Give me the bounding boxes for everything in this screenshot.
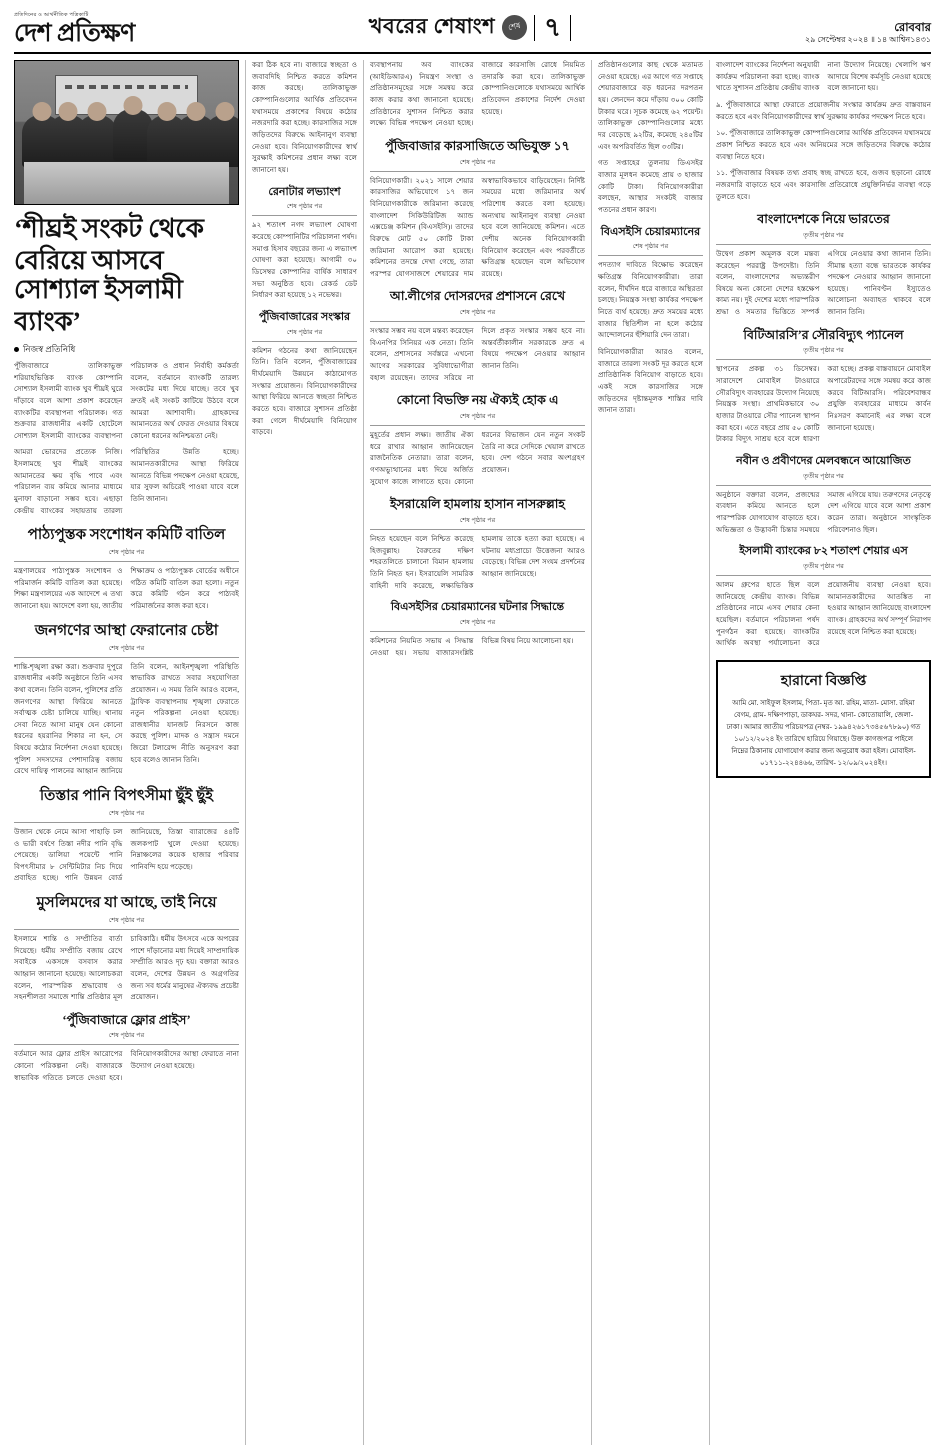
lead-headline-line2: সোশ্যাল ইসলামী ব্যাংক’: [14, 275, 183, 337]
photo-person: [205, 115, 239, 167]
article-heading-generation: নবীন ও প্রবীণদের মেলবন্ধনে আয়োজিত: [736, 455, 911, 467]
classified-title: হারানো বিজ্ঞপ্তি: [780, 674, 867, 690]
section-header: [369, 10, 571, 46]
article-body-market-reform: কমিশন গঠনের কথা জানিয়েছেন তিনি। তিনি বলেন, পুঁজিবাজারের দীর্ঘমেয়াদি উন্নয়নে কাঠামোগত সংস্কার প্রয়োজন। বিনিয়োগকারীদের আস্থা ফিরিয়ে আনতে স্বচ্ছতা নিশ্চিত করতে হবে। বাজারে সুশাসন প্রতিষ্ঠা করা গেলে দীর্ঘমেয়াদি বিনিয়োগ বাড়বে।: [252, 346, 357, 437]
article-heading-market-reform: পুঁজিবাজারের সংস্কার: [258, 310, 351, 323]
numbered-point-10: ১০. পুঁজিবাজারে তালিকাভুক্ত কোম্পানিগুলোর আর্থিক প্রতিবেদন যথাসময়ে প্রকাশ নিশ্চিত করতে হবে এবং অনিয়মের সঙ্গে জড়িতদের বিরুদ্ধে কঠোর ব্যবস্থা নিতে হবে।: [716, 129, 931, 161]
article-heading-teesta: তিস্তার পানি বিপৎসীমা ছুঁই ছুঁই: [39, 788, 214, 805]
article-heading-unity: কোনো বিভক্তি নয় ঐক্যই হোক এ: [396, 393, 559, 408]
lead-paragraph-1: পুঁজিবাজারে তালিকাভুক্ত শরিয়াহভিত্তিক ব্যাংক কোম্পানি সোশ্যাল ইসলামী ব্যাংক খুব শীঘ্রই ঘুরে দাঁড়াবে বলে আশা প্রকাশ করেছেন ব্যাংকটির ব্যবস্থাপনা পরিচালক। গত শুক্রবার রাজধানীর একটি হোটেলে সোশ্যাল ইসলামী ব্যাংকের ব্যবস্থাপনা পরিচালক ও প্রধান নির্বাহী কর্মকর্তা বলেন, বর্তমানে ব্যাংকটি তারল্য সংকটের মধ্য দিয়ে যাচ্ছে। তবে খুব দ্রুতই এই সংকট কাটিয়ে উঠবে বলে আমরা আশাবাদী। গ্রাহকদের আমানতের অর্থ ফেরত দেওয়ার বিষয়ে কোনো ধরনের অনিশ্চয়তা নেই।: [14, 361, 239, 440]
continuation-note: শেষ পৃষ্ঠার পর: [598, 241, 703, 256]
date-label: ২৯ সেপ্টেম্বর ২০২৪ ॥ ১৪ আশ্বিন১৪৩১: [805, 35, 931, 44]
classified-ad: [716, 660, 931, 778]
article-heading-islami-bank: ইসলামী ব্যাংকের ৮২ শতাংশ শেয়ার এস: [739, 545, 908, 558]
seal-icon: শেষ: [500, 13, 530, 43]
article-body-manipulation: বিনিয়োগকারী। ২০২১ সালে শেয়ার কারসাজির অভিযোগে ১৭ জন বিনিয়োগকারীকে জরিমানা করেছে বাংলাদেশ সিকিউরিটিজ অ্যান্ড এক্সচেঞ্জ কমিশন (বিএসইসি)। তাদের বিরুদ্ধে মোট ৫০ কোটি টাকা জরিমানা আরোপ করা হয়েছে। কমিশনের তদন্তে দেখা গেছে, তারা পরস্পর যোগসাজশে শেয়ারের দাম অস্বাভাবিকভাবে বাড়িয়েছেন। নির্দিষ্ট সময়ের মধ্যে জরিমানার অর্থ পরিশোধ করতে বলা হয়েছে। অন্যথায় আইনানুগ ব্যবস্থা নেওয়া হবে বলে জানিয়েছে কমিশন। এতে দেশীয় অনেক বিনিয়োগকারী বিনিয়োগ করেছেন এবং পরবর্তীতে ক্ষতিগ্রস্ত হয়েছেন বলে অভিযোগ রয়েছে।: [370, 176, 585, 278]
article-heading-muslim: মুসলিমদের যা আছে, তাই নিয়ে: [36, 895, 217, 912]
continuation-note: শেষ পৃষ্ঠার পর: [14, 915, 239, 930]
article-body-bsec-decision: কমিশনের নিয়মিত সভায় এ সিদ্ধান্ত নেওয়া হয়। সভায় বাজারসংশ্লিষ্ট বিভিন্ন বিষয় নিয়ে আলোচনা হয়।: [370, 636, 574, 657]
article-heading-nasrallah: ইসরায়েলি হামলায় হাসান নাসরুল্লাহ: [390, 497, 565, 512]
lead-photo: [14, 60, 239, 205]
date-block: [805, 21, 931, 46]
article-body-trust: শান্তি-শৃঙ্খলা রক্ষা করা। শুক্রবার দুপুরে রাজধানীর একটি অনুষ্ঠানে তিনি এসব কথা বলেন। তিনি বলেন, পুলিশের প্রতি জনগণের আস্থা ফিরিয়ে আনতে সর্বাত্মক চেষ্টা চালিয়ে যাচ্ছি। থানায় সেবা নিতে আসা মানুষ যেন কোনো ধরনের হয়রানির শিকার না হন, সে বিষয়ে কঠোর নির্দেশনা দেওয়া হয়েছে। পুলিশ সদস্যদের পেশাদারিত্ব বজায় রেখে দায়িত্ব পালনের আহ্বান জানিয়ে তিনি বলেন, আইনশৃঙ্খলা পরিস্থিতি স্বাভাবিক রাখতে সবার সহযোগিতা প্রয়োজন। এ সময় তিনি আরও বলেন, ট্রাফিক ব্যবস্থাপনায় শৃঙ্খলা ফেরাতে নতুন পরিকল্পনা নেওয়া হয়েছে। রাজধানীর যানজট নিরসনে কাজ করছে পুলিশ। মাদক ও সন্ত্রাস দমনে জিরো টলারেন্স নীতি অনুসরণ করা হবে বলেও জানান তিনি।: [14, 662, 239, 776]
continuation-note: শেষ পৃষ্ঠার পর: [370, 617, 585, 632]
classified-text: আমি মো. সাইফুল ইসলাম, পিতা- মৃত আ. রহিম, মাতা- মোসা. রহিমা বেগম, গ্রাম- দক্ষিণপাড়া, ডাকঘর- সদর, থানা- কোতোয়ালি, জেলা- ঢাকা। আমার জাতীয় পরিচয়পত্র (নম্বর- ১৯৯৪২৬১৭৩৪৫৬৭৮৯০) গত ১০/১২/২০২৪ ইং তারিখে হারিয়ে গিয়াছে। উক্ত কাগজপত্র পাইলে নিম্নের ঠিকানায় যোগাযোগ করার জন্য অনুরোধ করা হইল। মোবাইল- ০১৭১১-২২৪৪৬৬, তারিখ- ১২/০৯/২০২৪ইং।: [726, 699, 921, 767]
article-body-muslim: ইসলামে শান্তি ও সম্প্রীতির বার্তা দিয়েছে। ধর্মীয় সম্প্রীতি বজায় রেখে সবাইকে একসঙ্গে বসবাস করার আহ্বান জানানো হয়েছে। আলোচকরা বলেন, পারস্পরিক শ্রদ্ধাবোধ ও সহনশীলতা সমাজে শান্তি প্রতিষ্ঠার মূল চাবিকাঠি। ধর্মীয় উৎসবে একে অপরের পাশে দাঁড়ানোর মধ্য দিয়েই সাম্প্রদায়িক সম্প্রীতি আরও দৃঢ় হয়। বক্তারা আরও বলেন, দেশের উন্নয়ন ও অগ্রগতির জন্য সব ধর্মের মানুষের ঐক্যবদ্ধ প্রচেষ্টা প্রয়োজন।: [14, 934, 239, 1002]
article-body-unity: মুহূর্তের প্রধান লক্ষ্য। জাতীয় ঐক্য ধরে রাখার আহ্বান জানিয়েছেন রাজনৈতিক নেতারা। তারা বলেন, গণঅভ্যুত্থানের মধ্য দিয়ে অর্জিত সুযোগ কাজে লাগাতে হবে। কোনো ধরনের বিভাজন যেন নতুন সংকট তৈরি না করে সেদিকে খেয়াল রাখতে হবে। দেশ গঠনে সবার অংশগ্রহণ প্রয়োজন।: [370, 431, 585, 486]
article-body-carryover-4: প্রতিষ্ঠানগুলোর কাছ থেকে মতামত নেওয়া হয়েছে। এর আগে গত সপ্তাহে শেয়ারবাজারে বড় ধরনের দরপতন হয়। লেনদেন কমে দাঁড়ায় ৩০০ কোটি টাকার ঘরে। সূচক কমেছে ৬২ পয়েন্ট। তালিকাভুক্ত কোম্পানিগুলোর মধ্যে দর বেড়েছে ৯২টির, কমেছে ২৪৫টির এবং অপরিবর্তিত ছিল ৩৩টির।: [598, 61, 703, 151]
column-3: [364, 60, 592, 1445]
article-heading-textbook: পাঠ্যপুস্তক সংশোধন কমিটি বাতিল: [27, 527, 226, 544]
numbered-point-9: ৯. পুঁজিবাজারে আস্থা ফেরাতে প্রয়োজনীয় সংস্কার কার্যক্রম দ্রুত বাস্তবায়ন করতে হবে এবং বিনিয়োগকারীদের স্বার্থ সুরক্ষায় কার্যকর পদক্ষেপ নিতে হবে।: [716, 100, 931, 121]
continuation-note: শেষ পৃষ্ঠার পর: [370, 411, 585, 426]
article-body-carryover-4-extra: গত সপ্তাহের তুলনায় ডিএসইর বাজার মূলধন কমেছে প্রায় ৩ হাজার কোটি টাকা। বিনিয়োগকারীরা বলছেন, আস্থার সংকটই বাজার পতনের প্রধান কারণ।: [598, 159, 703, 214]
section-title: খবরের শেষাংশ: [368, 14, 496, 38]
article-body-generation: অনুষ্ঠানে বক্তারা বলেন, প্রজন্মের ব্যবধান কমিয়ে আনতে হলে পারস্পরিক যোগাযোগ বাড়াতে হবে। অভিজ্ঞতা ও উদ্ভাবনী চিন্তার সমন্বয়ে সমাজ এগিয়ে যায়। তরুণদের নেতৃত্বে দেশ এগিয়ে যাবে বলে আশা প্রকাশ করেন তারা। অনুষ্ঠানে সাংস্কৃতিক পরিবেশনাও ছিল।: [716, 490, 931, 534]
article-body-btrc: স্থাপনের প্রকল্প ৩১ ডিসেম্বর। সারাদেশে মোবাইল টাওয়ারে সৌরবিদ্যুৎ ব্যবহারের উদ্যোগ নিয়েছে নিয়ন্ত্রক সংস্থা। প্রাথমিকভাবে ৩০ হাজার টাওয়ারে সৌর প্যানেল স্থাপন করা হবে। এতে বছরে প্রায় ৫০ কোটি টাকার বিদ্যুৎ সাশ্রয় হবে বলে ধারণা করা হচ্ছে। প্রকল্প বাস্তবায়নে মোবাইল অপারেটরদের সঙ্গে সমন্বয় করে কাজ করবে বিটিআরসি। পরিবেশবান্ধব প্রযুক্তি ব্যবহারের মাধ্যমে কার্বন নিঃসরণ কমানোই এর লক্ষ্য বলে জানানো হয়েছে।: [716, 365, 931, 444]
weekday-label: রোববার: [894, 21, 931, 34]
byline: [14, 343, 239, 357]
continuation-note: তৃতীয় পৃষ্ঠার পর: [716, 230, 931, 245]
newspaper-logo: [14, 12, 135, 46]
continuation-note: শেষ পৃষ্ঠার পর: [370, 515, 585, 530]
article-body-nasrallah: নিহত হয়েছেন বলে নিশ্চিত করেছে হিজবুল্লাহ। বৈরুতের দক্ষিণ শহরতলিতে চালানো বিমান হামলায় তিনি নিহত হন। ইসরায়েলি সামরিক বাহিনী দাবি করেছে, লক্ষ্যভিত্তিক হামলায় তাকে হত্যা করা হয়েছে। এ ঘটনায় মধ্যপ্রাচ্যে উত্তেজনা আরও বেড়েছে। বিভিন্ন দেশ সংযম প্রদর্শনের আহ্বান জানিয়েছে।: [370, 534, 585, 590]
column-5: [710, 60, 931, 1445]
continuation-note: তৃতীয় পৃষ্ঠার পর: [716, 345, 931, 360]
continuation-note: শেষ পৃষ্ঠার পর: [370, 157, 585, 172]
continuation-note: শেষ পৃষ্ঠার পর: [14, 808, 239, 823]
continuation-note: শেষ পৃষ্ঠার পর: [370, 307, 585, 322]
article-body-bsec-chairman: পদত্যাগ দাবিতে বিক্ষোভ করেছেন ক্ষতিগ্রস্ত বিনিয়োগকারীরা। তারা বলেন, দীর্ঘদিন ধরে বাজারে অস্থিরতা চলছে। নিয়ন্ত্রক সংস্থা কার্যকর পদক্ষেপ নিতে ব্যর্থ হয়েছে। দ্রুত সময়ের মধ্যে বাজার স্থিতিশীল না হলে কঠোর আন্দোলনের হুঁশিয়ারি দেন তারা।: [598, 261, 703, 340]
continuation-note: শেষ পৃষ্ঠার পর: [252, 201, 357, 216]
page-number: ৭: [534, 15, 571, 41]
article-body-islami-bank: আলম গ্রুপের হাতে ছিল বলে জানিয়েছে কেন্দ্রীয় ব্যাংক। বিভিন্ন প্রতিষ্ঠানের নামে এসব শেয়ার কেনা হয়েছিল। বর্তমানে পরিচালনা পর্ষদ পুনর্গঠন করা হয়েছে। ব্যাংকটির আর্থিক অবস্থা পর্যালোচনা করে প্রয়োজনীয় ব্যবস্থা নেওয়া হবে। আমানতকারীদের আতঙ্কিত না হওয়ার আহ্বান জানিয়েছে বাংলাদেশ ব্যাংক। গ্রাহকদের অর্থ সম্পূর্ণ নিরাপদ রয়েছে বলে নিশ্চিত করা হয়েছে।: [716, 581, 931, 648]
continuation-note: তৃতীয় পৃষ্ঠার পর: [716, 561, 931, 576]
column-1: [14, 60, 246, 1445]
article-body-floor-price: বর্তমানে আর ফ্লোর প্রাইস আরোপের কোনো পরিকল্পনা নেই। বাজারকে স্বাভাবিক গতিতে চলতে দেওয়া হবে। বিনিয়োগকারীদের আস্থা ফেরাতে নানা উদ্যোগ নেওয়া হয়েছে।: [14, 1050, 239, 1082]
article-heading-admin: আ.লীগের দোসরদের প্রশাসনে রেখে: [389, 289, 566, 304]
lead-paragraph-2: আমরা ভোরদের প্রত্যেক নিজি। ইসলামছে খুব শীঘ্রই ব্যাংকের আমানতের ক্ষয় বৃদ্ধি পাবে এবং পরিচালন ব্যয় কমিয়ে আনার মাধ্যমে মুনাফা বাড়ানো সম্ভব হবে। এছাড়া কেন্দ্রীয় ব্যাংকের সহায়তায় তারল্য পরিস্থিতির উন্নতি হচ্ছে। আমানতকারীদের আস্থা ফিরিয়ে আনতে বিভিন্ন পদক্ষেপ নেওয়া হয়েছে, যার সুফল অচিরেই পাওয়া যাবে বলে তিনি জানান।: [14, 448, 239, 515]
article-body-teesta: উজান থেকে নেমে আসা পাহাড়ি ঢল ও ভারী বর্ষণে তিস্তা নদীর পানি বৃদ্ধি পেয়েছে। ডালিয়া পয়েন্টে পানি বিপৎসীমার ৮ সেন্টিমিটার নিচ দিয়ে প্রবাহিত হচ্ছে। পানি উন্নয়ন বোর্ড জানিয়েছে, তিস্তা ব্যারাজের ৪৪টি জলকপাট খুলে দেওয়া হয়েছে। নিম্নাঞ্চলের কয়েক হাজার পরিবার পানিবন্দি হয়ে পড়েছে।: [14, 827, 239, 883]
numbered-point-11: ১১. পুঁজিবাজার বিষয়ক তথ্য প্রবাহ স্বচ্ছ রাখতে হবে, গুজব ছড়ানো রোধে নজরদারি বাড়াতে হবে এবং কারসাজি প্রতিরোধে প্রযুক্তিনির্ভর ব্যবস্থা গড়ে তুলতে হবে।: [716, 169, 931, 201]
column-2: [246, 60, 364, 1445]
photo-table: [24, 161, 229, 204]
byline-text: নিজস্ব প্রতিনিধি: [23, 343, 76, 354]
article-body-carryover-2: করা ঠিক হবে না। বাজারে স্বচ্ছতা ও জবাবদিহি নিশ্চিত করতে কমিশন কাজ করছে। তালিকাভুক্ত কোম্পানিগুলোর আর্থিক প্রতিবেদন যথাসময়ে প্রকাশের বিষয়ে কঠোর নজরদারি করা হচ্ছে। কারসাজির সঙ্গে জড়িতদের বিরুদ্ধে আইনানুগ ব্যবস্থা নেওয়া হবে। বিনিয়োগকারীদের স্বার্থ সুরক্ষাই কমিশনের প্রধান লক্ষ্য বলে জানানো হয়।: [252, 61, 357, 174]
continuation-note: তৃতীয় পৃষ্ঠার পর: [716, 471, 931, 486]
article-body-textbook: মন্ত্রণালয়ের পাঠ্যপুস্তক সংশোধন ও পরিমার্জন কমিটি বাতিল করা হয়েছে। শিক্ষা মন্ত্রণালয়ের এক আদেশে এ তথ্য জানানো হয়। আদেশে বলা হয়, জাতীয় শিক্ষাক্রম ও পাঠ্যপুস্তক বোর্ডের অধীনে গঠিত কমিটি বাতিল করা হলো। নতুন করে কমিটি গঠন করে পাঠ্যবই পরিমার্জনের কাজ করা হবে।: [14, 567, 239, 611]
column-4: [592, 60, 710, 1445]
logo-title: দেশ প্রতিক্ষণ: [14, 20, 135, 47]
logo-tagline: প্রতিদিনের ও আর্থনীতিক পত্রিকাটি: [14, 12, 89, 18]
bullet-icon: [14, 347, 19, 352]
column-grid: [14, 60, 931, 1445]
article-heading-floor-price: ‘পুঁজিবাজারে ফ্লোর প্রাইস’: [62, 1012, 191, 1027]
photo-person: [77, 115, 117, 167]
continuation-note: শেষ পৃষ্ঠার পর: [14, 547, 239, 562]
article-heading-bsec-decision: বিএসইসির চেয়ারম্যানের ঘটনার সিদ্ধান্তে: [390, 601, 565, 614]
article-body-admin: সংস্কার সম্ভব নয় বলে মন্তব্য করেছেন বিএনপির সিনিয়র এক নেতা। তিনি বলেন, প্রশাসনের সর্বস্তরে এখনো আগের সরকারের সুবিধাভোগীরা বহাল রয়েছেন। তাদের সরিয়ে না দিলে প্রকৃত সংস্কার সম্ভব হবে না। অন্তর্বর্তীকালীন সরকারকে দ্রুত এ বিষয়ে পদক্ষেপ নেওয়ার আহ্বান জানান তিনি।: [370, 327, 585, 382]
article-body-carryover-3: ব্যবস্থাপনায় অব ব্যাংকের (আইডিআরএ) নিয়ন্ত্রণ সংস্থা ও প্রতিষ্ঠানসমূহের সঙ্গে সমন্বয় করে কাজ করার কথা জানানো হয়েছে। প্রতিষ্ঠানের সুশাসন নিশ্চিত করার লক্ষ্যে বিভিন্ন পদক্ষেপ নেওয়া হচ্ছে। বাজারে কারসাজি রোধে নিয়মিত তদারকি করা হবে। তালিকাভুক্ত কোম্পানিগুলোকে যথাসময়ে আর্থিক প্রতিবেদন প্রকাশের নির্দেশ দেওয়া হয়েছে।: [370, 61, 585, 128]
article-heading-trust: জনগণের আস্থা ফেরানোর চেষ্টা: [34, 622, 219, 639]
lead-headline-line1: ‘শীঘ্রই সংকট থেকে বেরিয়ে আসবে: [14, 214, 204, 275]
article-heading-bsec-chairman: বিএসইসি চেয়ারম্যানের: [600, 225, 701, 238]
article-body-renata: ৯২ শতাংশ নগদ লভ্যাংশ ঘোষণা করেছে কোম্পানিটির পরিচালনা পর্ষদ। সমাপ্ত হিসাব বছরের জন্য এ লভ্যাংশ ঘোষণা করা হয়েছে। আগামী ৩০ ডিসেম্বর কোম্পানির বার্ষিক সাধারণ সভা অনুষ্ঠিত হবে। রেকর্ড ডেট নির্ধারণ করা হয়েছে ১২ নভেম্বর।: [252, 221, 357, 300]
continuation-note: শেষ পৃষ্ঠার পর: [252, 327, 357, 342]
article-heading-btrc: বিটিআরসি’র সৌরবিদ্যুৎ প্যানেল: [743, 327, 904, 342]
masthead: [14, 10, 931, 54]
article-body-carryover-5: বাংলাদেশ ব্যাংকের নির্দেশনা অনুযায়ী কার্যক্রম পরিচালনা করা হচ্ছে। ব্যাংক খাতে সুশাসন প্রতিষ্ঠায় কেন্দ্রীয় ব্যাংক নানা উদ্যোগ নিয়েছে। খেলাপি ঋণ আদায়ে বিশেষ কর্মসূচি নেওয়া হয়েছে বলে জানানো হয়।: [716, 61, 931, 93]
article-body-india: উদ্বেগ প্রকাশ অমূলক বলে মন্তব্য করেছেন পররাষ্ট্র উপদেষ্টা। তিনি বলেন, বাংলাদেশের অভ্যন্তরীণ বিষয়ে অন্য কোনো দেশের হস্তক্ষেপ কাম্য নয়। দুই দেশের মধ্যে পারস্পরিক শ্রদ্ধা ও সমতার ভিত্তিতে সম্পর্ক এগিয়ে নেওয়ার কথা জানান তিনি। সীমান্ত হত্যা বন্ধে ভারতকে কার্যকর পদক্ষেপ নেওয়ার আহ্বান জানানো হয়েছে। পানিবণ্টন ইস্যুতেও আলোচনা অব্যাহত থাকবে বলে জানান তিনি।: [716, 249, 931, 317]
article-heading-india: বাংলাদেশকে নিয়ে ভারতের: [757, 212, 890, 227]
article-heading-renata: রেনাটার লভ্যাংশ: [268, 185, 341, 198]
article-body-bsec-chairman-extra: বিনিয়োগকারীরা আরও বলেন, বাজারে তারল্য সংকট দূর করতে হলে প্রাতিষ্ঠানিক বিনিয়োগ বাড়াতে হবে। একই সঙ্গে কারসাজির সঙ্গে জড়িতদের দৃষ্টান্তমূলক শাস্তির দাবি জানান তারা।: [598, 347, 703, 415]
article-heading-manipulation: পুঁজিবাজার কারসাজিতে অভিযুক্ত ১৭: [385, 138, 570, 153]
continuation-note: শেষ পৃষ্ঠার পর: [14, 643, 239, 658]
continuation-note: শেষ পৃষ্ঠার পর: [14, 1030, 239, 1045]
